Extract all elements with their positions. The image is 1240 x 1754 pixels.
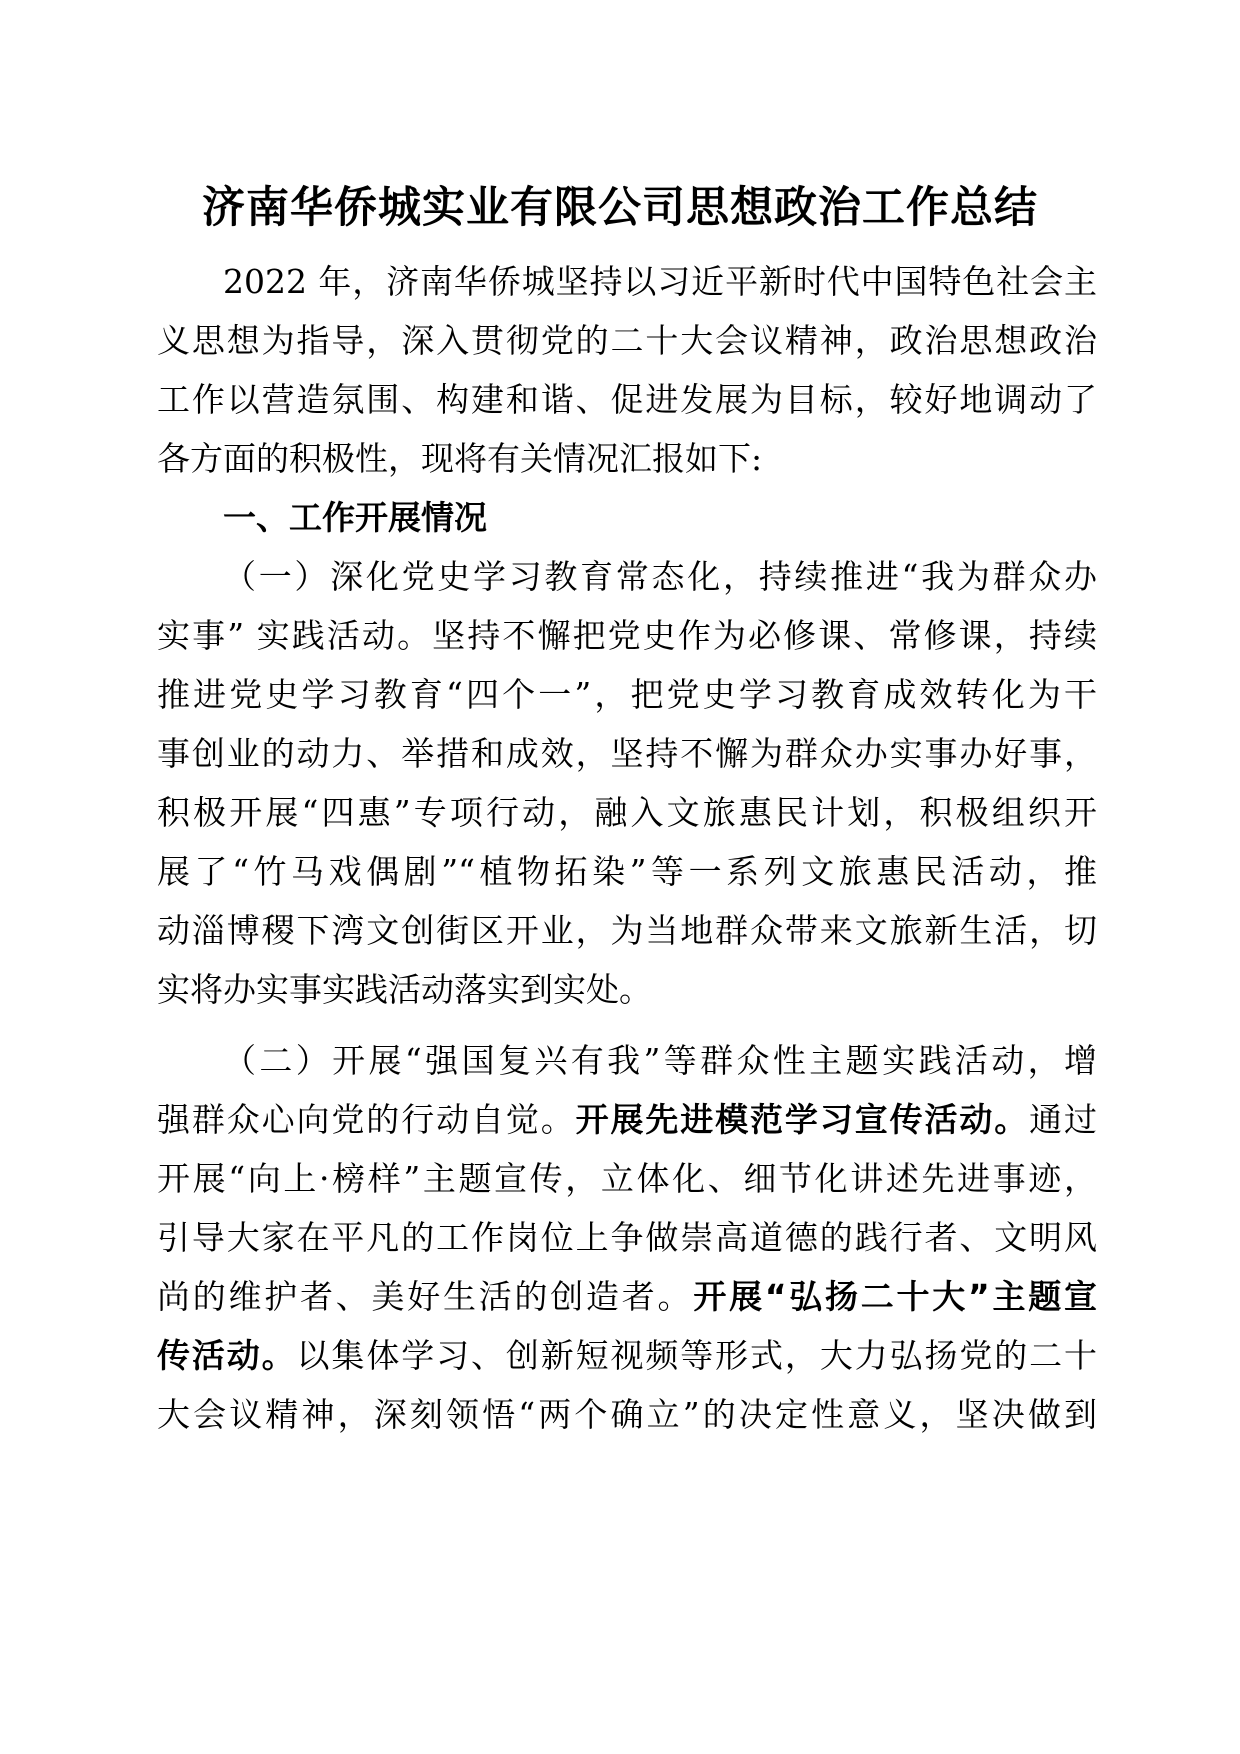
part2-text: 以集体学习、创新短视频等形式，大力弘扬党的二十 xyxy=(296,1336,1098,1375)
bold-phrase: 开展先进模范学习宣传活动。 xyxy=(575,1100,1030,1139)
part2-text: 强群众心向党的行动自觉。 xyxy=(157,1100,576,1139)
part1-line-8: 实将办实事实践活动落实到实处。 xyxy=(157,970,652,1009)
part1-line-1: （一）深化党史学习教育常态化，持续推进“我为群众办 xyxy=(223,557,1097,596)
part2-line-2 xyxy=(157,1090,1097,1150)
part2-text: 通过 xyxy=(1029,1100,1098,1139)
part1-line-7: 动淄博稷下湾文创街区开业，为当地群众带来文旅新生活，切 xyxy=(157,911,1097,950)
part1-line-3: 推进党史学习教育“四个一”，把党史学习教育成效转化为干 xyxy=(157,675,1097,714)
part2-line-4: 引导大家在平凡的工作岗位上争做崇高道德的践行者、文明风 xyxy=(157,1218,1097,1257)
part2-line-3: 开展“向上·榜样”主题宣传，立体化、细节化讲述先进事迹， xyxy=(157,1159,1097,1198)
part1-line-4: 事创业的动力、举措和成效，坚持不懈为群众办实事办好事， xyxy=(157,734,1097,773)
part1-line-2: 实事” 实践活动。坚持不懈把党史作为必修课、常修课，持续 xyxy=(157,616,1097,655)
intro-line-3: 工作以营造氛围、构建和谐、促进发展为目标，较好地调动了 xyxy=(157,380,1097,419)
part2-line-1: （二）开展“强国复兴有我”等群众性主题实践活动，增 xyxy=(223,1041,1097,1080)
document-title: 济南华侨城实业有限公司思想政治工作总结 xyxy=(202,183,1038,233)
intro-line-4: 各方面的积极性，现将有关情况汇报如下: xyxy=(157,439,763,478)
bold-phrase: 传活动。 xyxy=(157,1336,297,1375)
part2-line-5 xyxy=(157,1267,1097,1327)
section-heading: 一、工作开展情况 xyxy=(223,498,487,537)
intro-line-2: 义思想为指导，深入贯彻党的二十大会议精神，政治思想政治 xyxy=(157,321,1097,360)
part1-line-5: 积极开展“四惠”专项行动，融入文旅惠民计划，积极组织开 xyxy=(157,793,1097,832)
part2-line-7: 大会议精神，深刻领悟“两个确立”的决定性意义，坚决做到 xyxy=(157,1395,1097,1434)
part2-line-6 xyxy=(157,1326,1097,1386)
part2-text: 尚的维护者、美好生活的创造者。 xyxy=(157,1277,694,1316)
intro-line-1: 2022 年，济南华侨城坚持以习近平新时代中国特色社会主 xyxy=(223,262,1097,301)
part1-line-6: 展了“竹马戏偶剧”“植物拓染”等一系列文旅惠民活动，推 xyxy=(157,852,1097,891)
bold-phrase: 开展“弘扬二十大”主题宣 xyxy=(693,1277,1098,1316)
